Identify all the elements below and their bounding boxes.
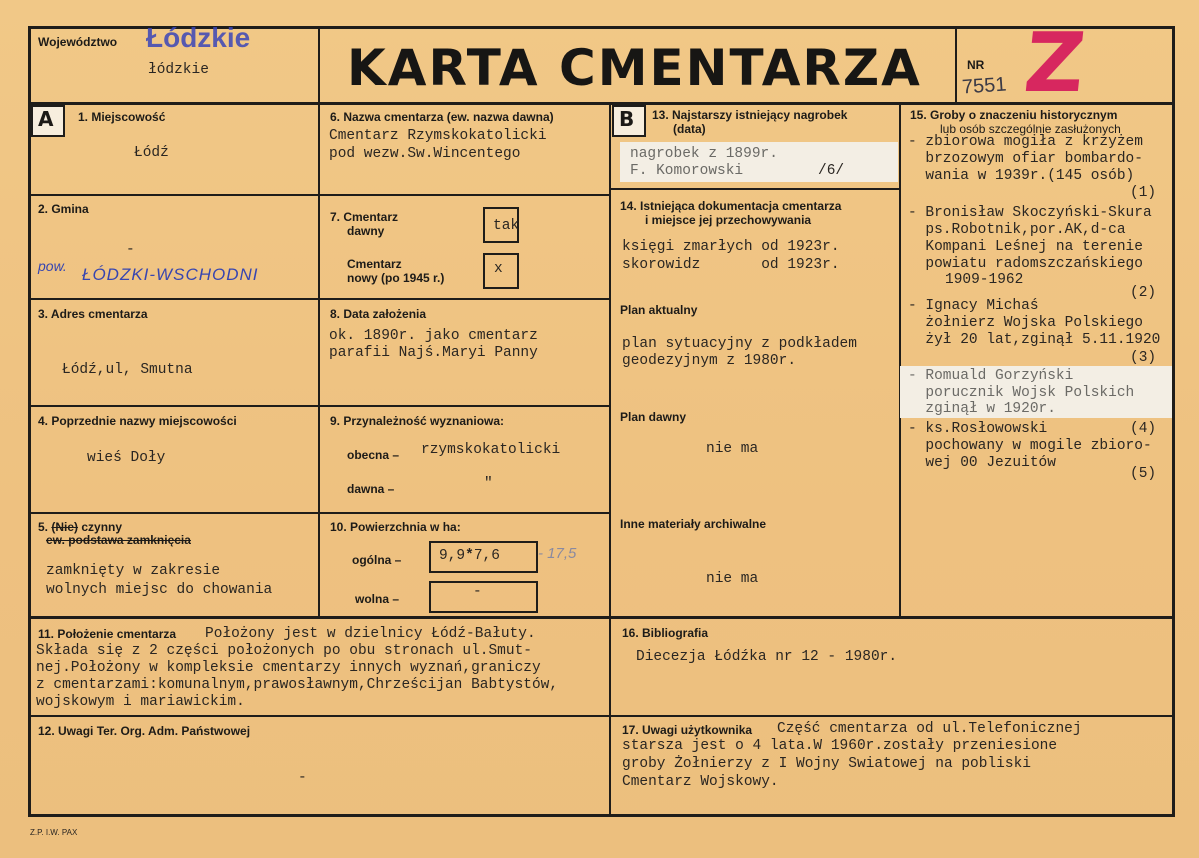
- field-7-dawny-value: tak: [493, 218, 520, 234]
- ogolna-frac: 7,6: [473, 548, 500, 564]
- field-6-value-2: pod wezw.Sw.Wincentego: [329, 146, 521, 162]
- header-divider: [28, 102, 1175, 105]
- hline-c3-1: [609, 188, 901, 190]
- field-9-label: 9. Przynależność wyznaniowa:: [330, 414, 505, 428]
- voivodeship-label: Województwo: [38, 35, 118, 49]
- field-17-line-3: groby Żołnierzy z I Wojny Swiatowej na pobliski: [622, 756, 1031, 772]
- field-10-ogolna-label: ogólna –: [352, 553, 402, 567]
- field-5-nie: (Nie): [51, 520, 79, 534]
- field-6-label: 6. Nazwa cmentarza (ew. nazwa dawna): [330, 110, 554, 124]
- grave-1-num: (1): [1130, 185, 1157, 201]
- field-4-label: 4. Poprzednie nazwy miejscowości: [38, 414, 237, 428]
- hline-c2-1: [318, 194, 611, 196]
- voivodeship-typed: łódzkie: [148, 62, 209, 78]
- ogolna-int: 9,9: [439, 548, 466, 564]
- plan-aktualny-value-2: geodezyjnym z 1980r.: [622, 353, 797, 369]
- plan-dawny-label: Plan dawny: [620, 410, 687, 424]
- field-7-label-1: 7. Cmentarz: [330, 210, 399, 224]
- hline-c2-2: [318, 298, 611, 300]
- field-17-label: 17. Uwagi użytkownika: [622, 723, 753, 737]
- field-10-ogolna-value: [439, 548, 500, 564]
- field-13-label-1: 13. Najstarszy istniejący nagrobek: [652, 108, 848, 122]
- grave-2-line-4: powiatu radomszczańskiego: [908, 256, 1143, 272]
- field-13-value-2: F. Komorowski: [630, 163, 744, 179]
- nr-letter: Z: [1020, 16, 1090, 111]
- hline-bottom: [28, 715, 1175, 717]
- printer-mark: Z.P. I.W. PAX: [30, 828, 78, 837]
- field-5-label2: ew. podstawa zamknięcia: [46, 533, 191, 547]
- plan-aktualny-value-1: plan sytuacyjny z podkładem: [622, 336, 857, 352]
- grave-4-line-2: porucznik Wojsk Polskich: [908, 385, 1135, 401]
- border-left: [28, 26, 31, 816]
- field-5-label: 5. (Nie) czynny: [38, 520, 123, 534]
- field-9-dawna-label: dawna –: [347, 482, 395, 496]
- inne-label: Inne materiały archiwalne: [620, 517, 767, 531]
- hline-c1-2: [28, 298, 320, 300]
- field-10-wolna-label: wolna –: [355, 592, 400, 606]
- field-9-obecna-label: obecna –: [347, 448, 400, 462]
- field-13-value-1: nagrobek z 1899r.: [630, 146, 778, 162]
- grave-2-num: (2): [1130, 285, 1157, 301]
- field-11-line-1: Położony jest w dzielnicy Łódź-Bałuty.: [205, 626, 536, 642]
- grave-2-line-1: - Bronisław Skoczyński-Skura: [908, 205, 1152, 221]
- nr-number: 7551: [961, 73, 1008, 99]
- field-1-value: Łódź: [134, 145, 169, 161]
- grave-2-years: 1909-1962: [945, 272, 1024, 288]
- border-right: [1172, 26, 1175, 816]
- header-vline-2: [955, 26, 957, 104]
- hline-c1-1: [28, 194, 320, 196]
- grave-3-line-2: żołnierz Wojska Polskiego: [908, 315, 1143, 331]
- grave-3-line-3: żył 20 lat,zginął 5.11.1920: [908, 332, 1161, 348]
- field-2-dash: -: [126, 242, 135, 258]
- field-11-label: 11. Położenie cmentarza: [38, 627, 177, 641]
- field-16-label: 16. Bibliografia: [622, 626, 709, 640]
- field-10-wolna-input[interactable]: [429, 581, 538, 613]
- field-15-label-2: lub osób szczególnie zasłużonych: [940, 122, 1121, 136]
- plan-aktualny-label: Plan aktualny: [620, 303, 698, 317]
- section-b-letter: B: [619, 107, 635, 131]
- field-5-value-2: wolnych miejsc do chowania: [46, 582, 273, 598]
- field-3-value: Łódź,ul, Smutna: [62, 362, 193, 378]
- plan-dawny-value: nie ma: [706, 441, 759, 457]
- field-14-value-2: skorowidz od 1923r.: [622, 257, 840, 273]
- field-11-line-5: wojskowym i mariawickim.: [36, 694, 245, 710]
- grave-4-line-1: - Romuald Gorzyński: [908, 368, 1074, 384]
- grave-5-line-2: pochowany w mogile zbioro-: [908, 438, 1152, 454]
- field-8-value-1: ok. 1890r. jako cmentarz: [329, 328, 538, 344]
- field-16-value: Diecezja Łódźka nr 12 - 1980r.: [636, 649, 898, 665]
- field-14-label-2: i miejsce jej przechowywania: [645, 213, 812, 227]
- grave-5-line-1: - ks.Rosłowowski: [908, 421, 1048, 437]
- grave-2-line-2: ps.Robotnik,por.AK,d-ca: [908, 222, 1126, 238]
- grave-3-line-1: - Ignacy Michaś: [908, 298, 1039, 314]
- field-4-value: wieś Doły: [87, 450, 166, 466]
- field-9-obecna-value: rzymskokatolicki: [421, 442, 561, 458]
- hline-c1-4: [28, 512, 320, 514]
- field-7-label-4: nowy (po 1945 r.): [347, 271, 445, 285]
- field-5-czynny: czynny: [81, 520, 123, 534]
- field-9-dawna-value: ": [484, 476, 493, 492]
- grave-1-line-2: brzozowym ofiar bombardo-: [908, 151, 1143, 167]
- vline-col2: [609, 102, 611, 816]
- field-6-value-1: Cmentarz Rzymskokatolicki: [329, 128, 547, 144]
- header-vline-1: [318, 26, 320, 104]
- field-11-line-4: z cmentarzami:komunalnym,prawosławnym,Chrześcijan Babtystów,: [36, 677, 559, 693]
- section-a-letter: A: [38, 107, 54, 131]
- grave-1-line-3: wania w 1939r.(145 osób): [908, 168, 1135, 184]
- field-12-label: 12. Uwagi Ter. Org. Adm. Państwowej: [38, 724, 251, 738]
- hline-c2-4: [318, 512, 611, 514]
- field-7-nowy-value: x: [494, 261, 503, 277]
- grave-4-line-3: zginął w 1920r.: [908, 401, 1056, 417]
- ogolna-mark: *: [465, 548, 474, 564]
- field-15-label-1: 15. Groby o znaczeniu historycznym: [910, 108, 1118, 122]
- field-2-prefix: pow.: [38, 258, 67, 274]
- field-10-wolna-value: -: [473, 584, 482, 600]
- field-17-line-2: starsza jest o 4 lata.W 1960r.zostały przeniesione: [622, 738, 1058, 754]
- grave-5-line-3: wej 00 Jezuitów: [908, 455, 1056, 471]
- field-1-label: 1. Miejscowość: [78, 110, 166, 124]
- field-10-label: 10. Powierzchnia w ha:: [330, 520, 461, 534]
- hline-c2-3: [318, 405, 611, 407]
- vline-col1: [318, 102, 320, 618]
- field-17-line-4: Cmentarz Wojskowy.: [622, 774, 779, 790]
- field-2-value: ŁÓDZKI-WSCHODNI: [82, 265, 259, 284]
- hline-c1-3: [28, 405, 320, 407]
- inne-value: nie ma: [706, 571, 759, 587]
- grave-2-line-3: Kompani Leśnej na terenie: [908, 239, 1143, 255]
- grave-5-num: (5): [1130, 466, 1157, 482]
- hline-full: [28, 616, 1175, 619]
- grave-1-line-1: - zbiorowa mogiła z krzyżem: [908, 134, 1143, 150]
- field-7-label-2: dawny: [347, 224, 385, 238]
- field-14-label-1: 14. Istniejąca dokumentacja cmentarza: [620, 199, 842, 213]
- field-11-line-2: Składa się z 2 części położonych po obu stronach ul.Smut-: [36, 643, 532, 659]
- field-11-line-3: nej.Położony w kompleksie cmentarzy innych wyznań,graniczy: [36, 660, 541, 676]
- field-12-value: -: [298, 770, 307, 786]
- border-bottom: [28, 814, 1175, 817]
- grave-3-num: (3): [1130, 350, 1157, 366]
- field-17-line-1: Część cmentarza od ul.Telefonicznej: [777, 721, 1082, 737]
- field-5-value-1: zamknięty w zakresie: [46, 563, 221, 579]
- field-7-label-3: Cmentarz: [347, 257, 402, 271]
- card-title: KARTA CMENTARZA: [347, 39, 922, 97]
- grave-4-num: (4): [1130, 421, 1157, 437]
- field-10-ogolna-note: - 17,5: [538, 545, 577, 562]
- vline-col3: [899, 102, 901, 618]
- field-8-value-2: parafii Najś.Maryi Panny: [329, 345, 538, 361]
- nr-label: NR: [967, 58, 985, 72]
- field-14-value-1: księgi zmarłych od 1923r.: [622, 239, 840, 255]
- field-3-label: 3. Adres cmentarza: [38, 307, 148, 321]
- field-8-label: 8. Data założenia: [330, 307, 427, 321]
- voivodeship-stamp: Łódzkie: [146, 22, 251, 53]
- field-13-ref: /6/: [818, 163, 845, 179]
- field-13-label-2: (data): [673, 122, 706, 136]
- field-2-label: 2. Gmina: [38, 202, 89, 216]
